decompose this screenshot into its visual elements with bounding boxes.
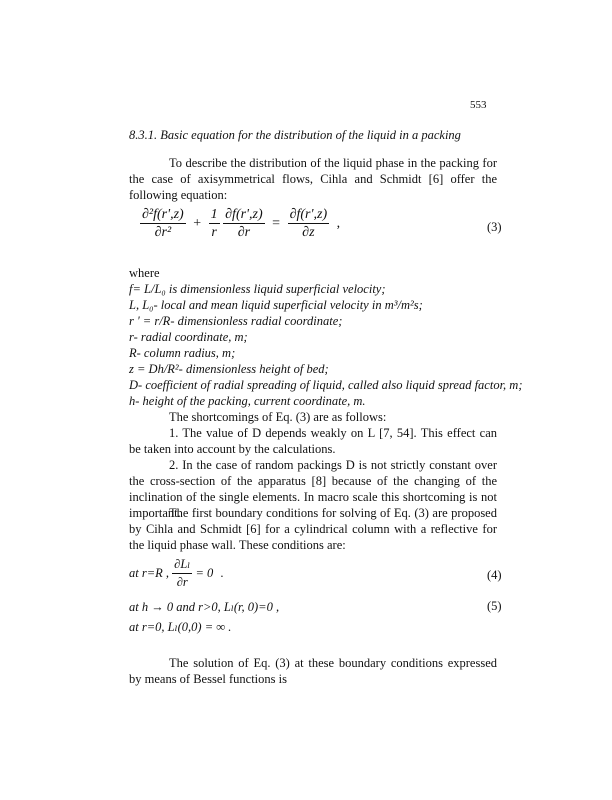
eq4-rhs: = 0 (195, 566, 214, 580)
page-number: 553 (470, 99, 487, 111)
equation-4-number: (4) (487, 568, 502, 582)
eq3-rhs (288, 206, 330, 241)
shortcoming-2: 2. In the case of random packings D is not strictly constant over the cross-section of the apparatus [8] because of the changing of the inclination of the single elements. In macro scale this shortcoming is not important. (129, 458, 497, 520)
eq3-coef-den: r (211, 225, 217, 240)
eq4-prefix: at r=R , (129, 566, 170, 580)
equation-4 (129, 556, 224, 591)
eq4-trailing: . (220, 566, 224, 580)
equation-5: at h → 0 and r>0, Lₗ(r, 0)=0 , (129, 600, 280, 614)
solution-paragraph: The solution of Eq. (3) at these boundary conditions expressed by means of Bessel functions is (129, 656, 497, 686)
section-heading: 8.3.1. Basic equation for the distribution of the liquid in a packing (129, 128, 461, 142)
equation-3-number: (3) (487, 220, 502, 234)
eq3-term1 (140, 206, 186, 241)
eq3-term2 (223, 206, 265, 241)
eq3-plus: + (193, 215, 202, 231)
shortcoming-1: 1. The value of D depends weakly on L [7, 54]. This effect can be taken into account by the calculations. (129, 426, 497, 456)
intro-paragraph: To describe the distribution of the liquid phase in the packing for the case of axisymmetrical flows, Cihla and Schmidt [6] offer the following equation: (129, 156, 497, 202)
equation-6: at r=0, Lₗ(0,0) = ∞ . (129, 620, 232, 634)
eq4-fraction (172, 556, 192, 591)
eq3-term2-num: ∂f(r',z) (225, 207, 263, 222)
definition-item: D- coefficient of radial spreading of liquid, called also liquid spread factor, m; (129, 378, 523, 392)
definition-item: r- radial coordinate, m; (129, 330, 248, 344)
eq3-rhs-num: ∂f(r',z) (289, 207, 328, 222)
definition-item: L, L₀- local and mean liquid superficial velocity in m³/m²s; (129, 298, 423, 312)
where-label: where (129, 266, 160, 280)
equation-5-number: (5) (487, 599, 502, 613)
eq4-den: ∂r (176, 575, 188, 589)
definition-item: R- column radius, m; (129, 346, 236, 360)
eq3-rhs-den: ∂z (302, 225, 315, 240)
shortcomings-intro: The shortcomings of Eq. (3) are as follows: (169, 410, 387, 424)
definition-item: f= L/L₀ is dimensionless liquid superficial velocity; (129, 282, 386, 296)
definition-item: z = Dh/R²- dimensionless height of bed; (129, 362, 329, 376)
eq3-coef (209, 206, 220, 241)
eq4-num: ∂Lₗ (172, 556, 192, 574)
eq3-trailing: , (336, 215, 341, 231)
boundary-intro: The first boundary conditions for solving of Eq. (3) are proposed by Cihla and Schmidt [6] for a cylindrical column with a reflective for the liquid phase wall. These conditions are: (129, 506, 497, 552)
definitions-block (129, 265, 522, 409)
definition-item: h- height of the packing, current coordinate, m. (129, 394, 366, 408)
eq3-coef-num: 1 (210, 207, 218, 222)
eq3-term2-den: ∂r (237, 225, 251, 240)
equation-3 (140, 206, 344, 241)
eq3-term1-den: ∂r² (154, 225, 172, 240)
eq3-term1-num: ∂²f(r',z) (142, 207, 184, 222)
definition-item: r ' = r/R- dimensionless radial coordinate; (129, 314, 343, 328)
eq3-equals: = (272, 215, 281, 231)
